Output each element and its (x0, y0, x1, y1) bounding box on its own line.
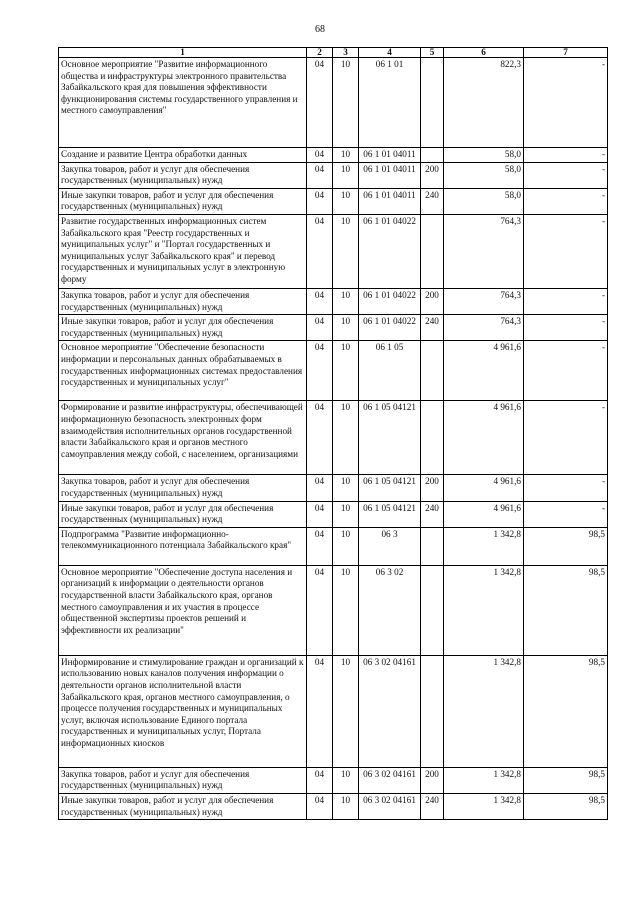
column-header: 4 (359, 48, 421, 58)
table-row (59, 214, 608, 288)
row-name: Основное мероприятие "Обеспечение доступа населения и организаций к информации о деятельности органов государственной власти Забайкальского края, органов местного самоуправления и их участия в процессе общественной экспертизы проектов решений и эффективности их реализации" (59, 565, 307, 655)
row-target-code: 06 3 02 04161 (359, 655, 421, 767)
row-amount-2: - (524, 162, 608, 188)
table-row (59, 288, 608, 314)
row-name: Иные закупки товаров, работ и услуг для обеспечения государственных (муниципальных) нужд (59, 501, 307, 527)
row-subsection: 10 (333, 655, 359, 767)
row-amount-2: 98,5 (524, 565, 608, 655)
row-amount-2: - (524, 315, 608, 341)
row-target-code: 06 1 01 04011 (359, 162, 421, 188)
row-expense-type: 240 (421, 793, 444, 819)
row-name: Иные закупки товаров, работ и услуг для обеспечения государственных (муниципальных) нужд (59, 188, 307, 214)
row-subsection: 10 (333, 565, 359, 655)
budget-table (58, 47, 608, 820)
table-row (59, 188, 608, 214)
row-amount-2: 98,5 (524, 767, 608, 793)
row-subsection: 10 (333, 148, 359, 163)
row-target-code: 06 1 01 (359, 58, 421, 148)
row-subsection: 10 (333, 401, 359, 475)
row-section: 04 (307, 341, 333, 401)
row-name: Формирование и развитие инфраструктуры, обеспечивающей информационную безопасность электронных форм взаимодействия исполнительных органов государственной власти Забайкальского края и органов местного самоуправления между собой, с населением, организациями (59, 401, 307, 475)
row-name: Развитие государственных информационных систем Забайкальского края "Реестр государственных и муниципальных услуг" и "Портал государственных и муниципальных услуг Забайкальского края" и перевод государственных и муниципальных услуг в электронную форму (59, 214, 307, 288)
row-expense-type (421, 58, 444, 148)
row-target-code: 06 1 05 04121 (359, 501, 421, 527)
row-subsection: 10 (333, 58, 359, 148)
table-row (59, 58, 608, 148)
row-amount-2: 98,5 (524, 527, 608, 565)
row-target-code: 06 1 01 04022 (359, 315, 421, 341)
row-subsection: 10 (333, 501, 359, 527)
row-expense-type: 240 (421, 188, 444, 214)
row-subsection: 10 (333, 793, 359, 819)
row-expense-type (421, 655, 444, 767)
row-amount-2: 98,5 (524, 655, 608, 767)
column-header: 1 (59, 48, 307, 58)
row-expense-type (421, 565, 444, 655)
row-section: 04 (307, 501, 333, 527)
row-section: 04 (307, 655, 333, 767)
row-amount: 1 342,8 (444, 565, 524, 655)
row-name: Подпрограмма "Развитие информационно-телекоммуникационного потенциала Забайкальского края" (59, 527, 307, 565)
table-row (59, 767, 608, 793)
row-section: 04 (307, 214, 333, 288)
row-subsection: 10 (333, 341, 359, 401)
row-subsection: 10 (333, 188, 359, 214)
row-amount-2: - (524, 341, 608, 401)
row-section: 04 (307, 58, 333, 148)
row-subsection: 10 (333, 767, 359, 793)
row-subsection: 10 (333, 315, 359, 341)
row-subsection: 10 (333, 162, 359, 188)
row-target-code: 06 3 (359, 527, 421, 565)
row-amount: 764,3 (444, 315, 524, 341)
row-target-code: 06 1 05 04121 (359, 401, 421, 475)
row-amount: 764,3 (444, 214, 524, 288)
row-section: 04 (307, 288, 333, 314)
column-header: 7 (524, 48, 608, 58)
row-name: Закупка товаров, работ и услуг для обеспечения государственных (муниципальных) нужд (59, 475, 307, 501)
row-name: Закупка товаров, работ и услуг для обеспечения государственных (муниципальных) нужд (59, 288, 307, 314)
table-row (59, 655, 608, 767)
row-amount-2: - (524, 148, 608, 163)
row-amount-2: - (524, 288, 608, 314)
row-name: Создание и развитие Центра обработки данных (59, 148, 307, 163)
row-name: Иные закупки товаров, работ и услуг для обеспечения государственных (муниципальных) нужд (59, 315, 307, 341)
row-name: Информирование и стимулирование граждан и организаций к использованию новых каналов получения информации о деятельности органов исполнительной власти Забайкальского края, органов местного самоуправления, о процессе получения государственных и муниципальных услуг, включая использование Единого портала государственных и муниципальных услуг, Портала информационных киосков (59, 655, 307, 767)
row-expense-type: 200 (421, 767, 444, 793)
row-expense-type: 200 (421, 162, 444, 188)
table-row (59, 315, 608, 341)
row-amount: 1 342,8 (444, 767, 524, 793)
table-row (59, 162, 608, 188)
row-amount: 764,3 (444, 288, 524, 314)
table-row (59, 565, 608, 655)
row-expense-type: 240 (421, 315, 444, 341)
table-row (59, 501, 608, 527)
row-amount: 58,0 (444, 162, 524, 188)
row-expense-type (421, 148, 444, 163)
column-header: 5 (421, 48, 444, 58)
row-section: 04 (307, 188, 333, 214)
row-expense-type (421, 401, 444, 475)
row-expense-type: 200 (421, 288, 444, 314)
row-amount-2: 98,5 (524, 793, 608, 819)
table-row (59, 341, 608, 401)
row-amount-2: - (524, 501, 608, 527)
row-section: 04 (307, 148, 333, 163)
row-amount: 1 342,8 (444, 793, 524, 819)
row-amount: 1 342,8 (444, 655, 524, 767)
row-section: 04 (307, 793, 333, 819)
row-section: 04 (307, 767, 333, 793)
row-name: Закупка товаров, работ и услуг для обеспечения государственных (муниципальных) нужд (59, 162, 307, 188)
row-amount: 4 961,6 (444, 501, 524, 527)
row-section: 04 (307, 527, 333, 565)
row-target-code: 06 1 05 04121 (359, 475, 421, 501)
table-row (59, 527, 608, 565)
row-subsection: 10 (333, 214, 359, 288)
table-row (59, 401, 608, 475)
row-amount: 58,0 (444, 188, 524, 214)
row-target-code: 06 3 02 04161 (359, 767, 421, 793)
row-expense-type (421, 214, 444, 288)
row-section: 04 (307, 475, 333, 501)
row-expense-type (421, 341, 444, 401)
table-row (59, 475, 608, 501)
row-section: 04 (307, 565, 333, 655)
column-header: 3 (333, 48, 359, 58)
row-name: Иные закупки товаров, работ и услуг для обеспечения государственных (муниципальных) нужд (59, 793, 307, 819)
row-section: 04 (307, 315, 333, 341)
row-section: 04 (307, 162, 333, 188)
row-subsection: 10 (333, 288, 359, 314)
column-header: 6 (444, 48, 524, 58)
row-amount: 4 961,6 (444, 341, 524, 401)
row-amount: 1 342,8 (444, 527, 524, 565)
row-expense-type: 200 (421, 475, 444, 501)
row-name: Основное мероприятие "Обеспечение безопасности информации и персональных данных обрабатываемых в государственных информационных системах предоставления государственных и муниципальных услуг" (59, 341, 307, 401)
row-section: 04 (307, 401, 333, 475)
table-header-row (59, 48, 608, 58)
row-target-code: 06 1 01 04011 (359, 188, 421, 214)
row-target-code: 06 1 01 04022 (359, 288, 421, 314)
row-amount-2: - (524, 214, 608, 288)
row-amount: 822,3 (444, 58, 524, 148)
row-expense-type: 240 (421, 501, 444, 527)
row-target-code: 06 1 01 04022 (359, 214, 421, 288)
row-amount-2: - (524, 401, 608, 475)
row-name: Закупка товаров, работ и услуг для обеспечения государственных (муниципальных) нужд (59, 767, 307, 793)
table-row (59, 793, 608, 819)
row-amount-2: - (524, 58, 608, 148)
row-name: Основное мероприятие "Развитие информационного общества и инфраструктуры электронного правительства Забайкальского края для повышения эффективности функционирования системы государственного управления и местного самоуправления" (59, 58, 307, 148)
row-amount-2: - (524, 188, 608, 214)
row-subsection: 10 (333, 475, 359, 501)
row-amount: 4 961,6 (444, 475, 524, 501)
row-target-code: 06 1 01 04011 (359, 148, 421, 163)
row-amount: 4 961,6 (444, 401, 524, 475)
row-target-code: 06 1 05 (359, 341, 421, 401)
row-expense-type (421, 527, 444, 565)
page-number: 68 (315, 24, 325, 35)
row-subsection: 10 (333, 527, 359, 565)
row-amount: 58,0 (444, 148, 524, 163)
row-target-code: 06 3 02 (359, 565, 421, 655)
row-target-code: 06 3 02 04161 (359, 793, 421, 819)
column-header: 2 (307, 48, 333, 58)
row-amount-2: - (524, 475, 608, 501)
table-row (59, 148, 608, 163)
